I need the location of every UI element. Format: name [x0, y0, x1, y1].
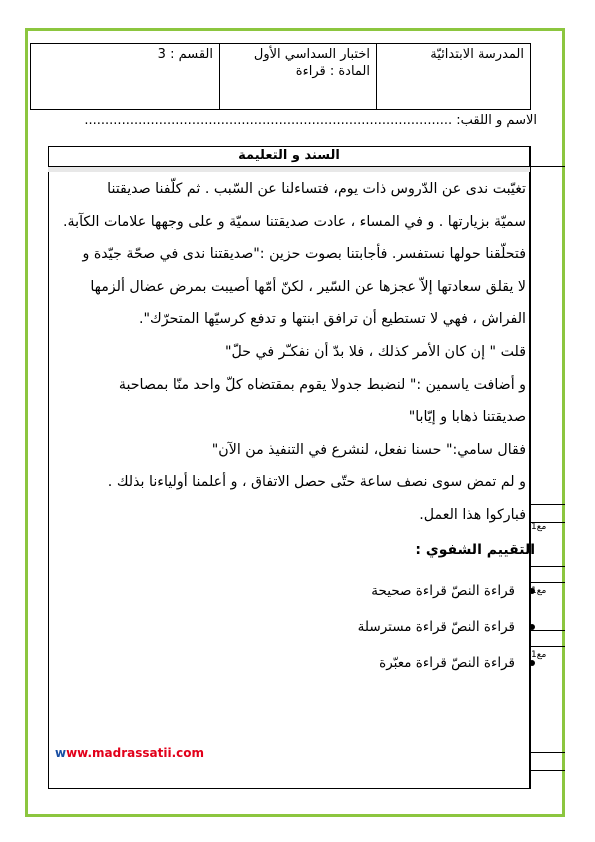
marks-divider: [530, 752, 565, 753]
list-item: [358, 573, 535, 609]
marks-divider: [530, 166, 565, 167]
marks-divider: [530, 770, 565, 771]
marks-divider: [530, 646, 565, 647]
header-table: [30, 43, 531, 110]
exam-cell: [219, 44, 376, 109]
marks-divider: [530, 582, 565, 583]
text-line: تغيّبت ندى عن الدّروس ذات يوم، فتساءلنا عن السّبب . ثم كلّفنا صديقتنا: [107, 181, 526, 197]
criterion-text: قراءة النصّ قراءة مسترسلة: [357, 619, 515, 635]
school-name: المدرسة الابتدائيّة: [430, 47, 524, 62]
text-line: فباركوا هذا العمل.: [419, 506, 526, 523]
list-item: [358, 609, 535, 645]
text-line: صديقتنا ذهابا و إيّابا": [408, 409, 526, 426]
mark-label: مع1: [531, 650, 547, 660]
marks-divider: [530, 566, 565, 567]
text-line: و أضافت ياسمين :" لنضبط جدولا يقوم بمقتضاه كلّ واحد منّا بمصاحبة: [118, 376, 526, 393]
website-watermark: www.madrassatii.com: [55, 746, 205, 760]
marks-column-border: [530, 146, 531, 789]
marks-divider: [530, 630, 565, 631]
reading-text: [56, 173, 526, 532]
text-line: لا يقلق سعادتها إلاّ عجزها عن السّير ، لكنّ أمّها أصيبت بمرض عضال ألزمها: [90, 278, 526, 295]
text-line: و لم تمض سوى نصف ساعة حتّى حصل الاتفاق ، و أعلمنا أولياءنا بذلك .: [107, 474, 526, 491]
mark-label: مع1: [531, 586, 547, 596]
exam-title: اختبار السداسي الأول: [253, 47, 370, 62]
mark-label: مع1: [531, 522, 547, 532]
list-item: [358, 645, 535, 681]
text-line: فقال سامي:" حسنا نفعل، لنشرع في التنفيذ من الآن": [211, 441, 526, 458]
evaluation-title: التقييم الشفوي :: [415, 542, 535, 558]
school-cell: [376, 44, 530, 109]
criterion-text: قراءة النصّ قراءة صحيحة: [371, 583, 515, 599]
marks-divider: [530, 504, 565, 505]
criteria-list: [358, 573, 535, 681]
text-line: سميّة بزيارتها . و في المساء ، عادت صديقتنا سميّة و على وجهها علامات الكآبة.: [63, 213, 526, 230]
section-label: القسم : 3: [157, 47, 213, 62]
criterion-text: قراءة النصّ قراءة معبّرة: [379, 655, 515, 671]
text-line: قلت " إن كان الأمر كذلك ، فلا بدّ أن نفكـّر في حلّ": [224, 343, 526, 360]
subject-label: المادة : قراءة: [295, 64, 370, 79]
section-cell: [31, 44, 219, 109]
name-field: الاسم و اللقب: .........................................................................................: [84, 113, 537, 128]
gray-band: [48, 167, 530, 172]
main-title: السند و التعليمة: [48, 146, 530, 167]
text-line: الفراش ، فهي لا تستطيع أن ترافق ابنتها و تدفع كرسيّها المتحرّك".: [139, 311, 526, 328]
text-line: فتحلّقنا حولها نستفسر. فأجابتنا بصوت حزين :"صديقتنا ندى في صحّة جيّدة و: [82, 246, 526, 263]
